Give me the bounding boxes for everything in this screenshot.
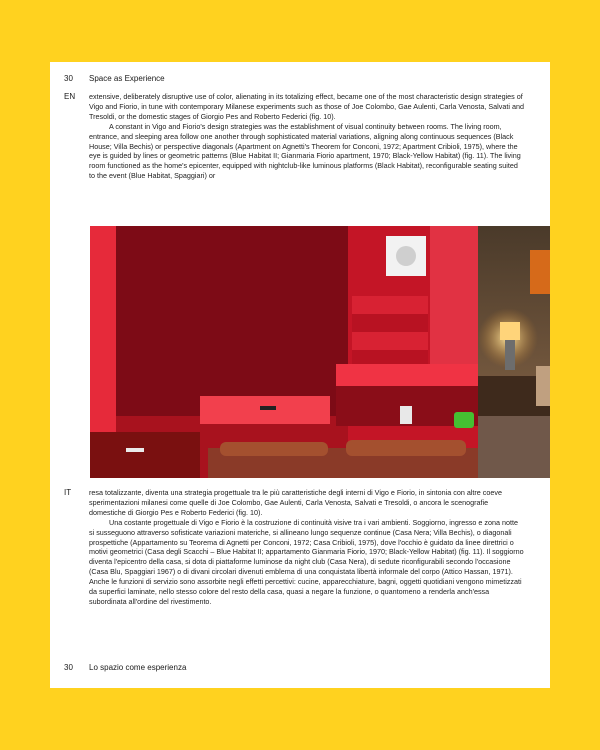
book-page: [50, 62, 550, 688]
english-text: [89, 92, 524, 181]
lang-label-it: IT: [64, 488, 72, 497]
italian-text: [89, 488, 524, 607]
italian-paragraph-2: Una costante progettuale di Vigo e Fiorio è la costruzione di continuità visive tra i vari ambienti. Soggiorno, ingresso e zona notte si susseguono attraverso sofisticate variazioni materiche, si allineano lungo sequenze continue (Casa Nera; Villa Bechis), o diagonali prospettiche (Appartamento su Teorema di Agnetti per Conconi, 1972; Casa Cribioli, 1975), dove l'occhio è guidato da linee direttrici o motivi geometrici (Casa degli Scacchi – Blue Habitat II; appartamento Gianmaria Fiorio, 1970; Black-Yellow Habitat) (fig. 11). Il soggiorno diventa l'epicentro della casa, si dota di piattaforme luminose da night club (Casa Nera), di sedute riconfigurabili secondo l'occasione (Casa Blu, Spaggiari 1967) o di divani circolari divenuti emblema di una conquistata libertà informale del corpo (Attico Hassan, 1971). Anche le funzioni di servizio sono assorbite negli effetti percettivi: cucine, apparecchiature, bagni, oggetti quotidiani vengono mimetizzati da superfici laminate, nello stesso colore del resto della casa, quasi a negare la funzione, o quantomeno a renderla anch'essa subordinata all'ordine del rivestimento.: [89, 517, 524, 606]
english-paragraph-1: extensive, deliberately disruptive use of color, alienating in its totalizing effect, became one of the most characteristic design strategies of Vigo and Fiorio, in tune with contemporary Milanese experiments such as those of Joe Colombo, Gae Aulenti, Carla Venosta, Salvati and Tresoldi, or the domestic stages of Giorgio Pes and Roberto Federici (fig. 10).: [89, 92, 524, 121]
italian-paragraph-1: resa totalizzante, diventa una strategia progettuale tra le più caratteristiche degli interni di Vigo e Fiorio, in sintonia con altre coeve sperimentazioni milanesi come quelle di Joe Colombo, Gae Aulenti, Carla Venosta, Salvati e Tresoldi, o ancora le scenografie domestiche di Giorgio Pes e Roberto Federici (fig. 10).: [89, 488, 502, 517]
interior-photo: [90, 226, 550, 478]
lang-label-en: EN: [64, 92, 76, 101]
footer-section-title: Lo spazio come esperienza: [89, 663, 187, 672]
english-paragraph-2: A constant in Vigo and Fiorio's design strategies was the establishment of visual continuity between rooms. The living room, entrance, and sleeping area follow one another through sophisticated material variations, aligning along continuous sequences (Black House; Villa Bechis) or perspective diagonals (Apartment on Agnetti's Theorem for Conconi, 1972; Apartment Cribioli, 1975), where the eye is guided by lines or geometric patterns (Blue Habitat II; Gianmaria Fiorio apartment, 1970; Black-Yellow Habitat) (fig. 11). The living room functioned as the home's epicenter, equipped with nightclub-like luminous platforms (Black Habitat), reconfigurable seating suited to the event (Blue Habitat, Spaggiari) or: [89, 121, 521, 181]
footer-page-number: 30: [64, 663, 73, 672]
page-number: 30: [64, 74, 73, 83]
section-title: Space as Experience: [89, 74, 165, 83]
